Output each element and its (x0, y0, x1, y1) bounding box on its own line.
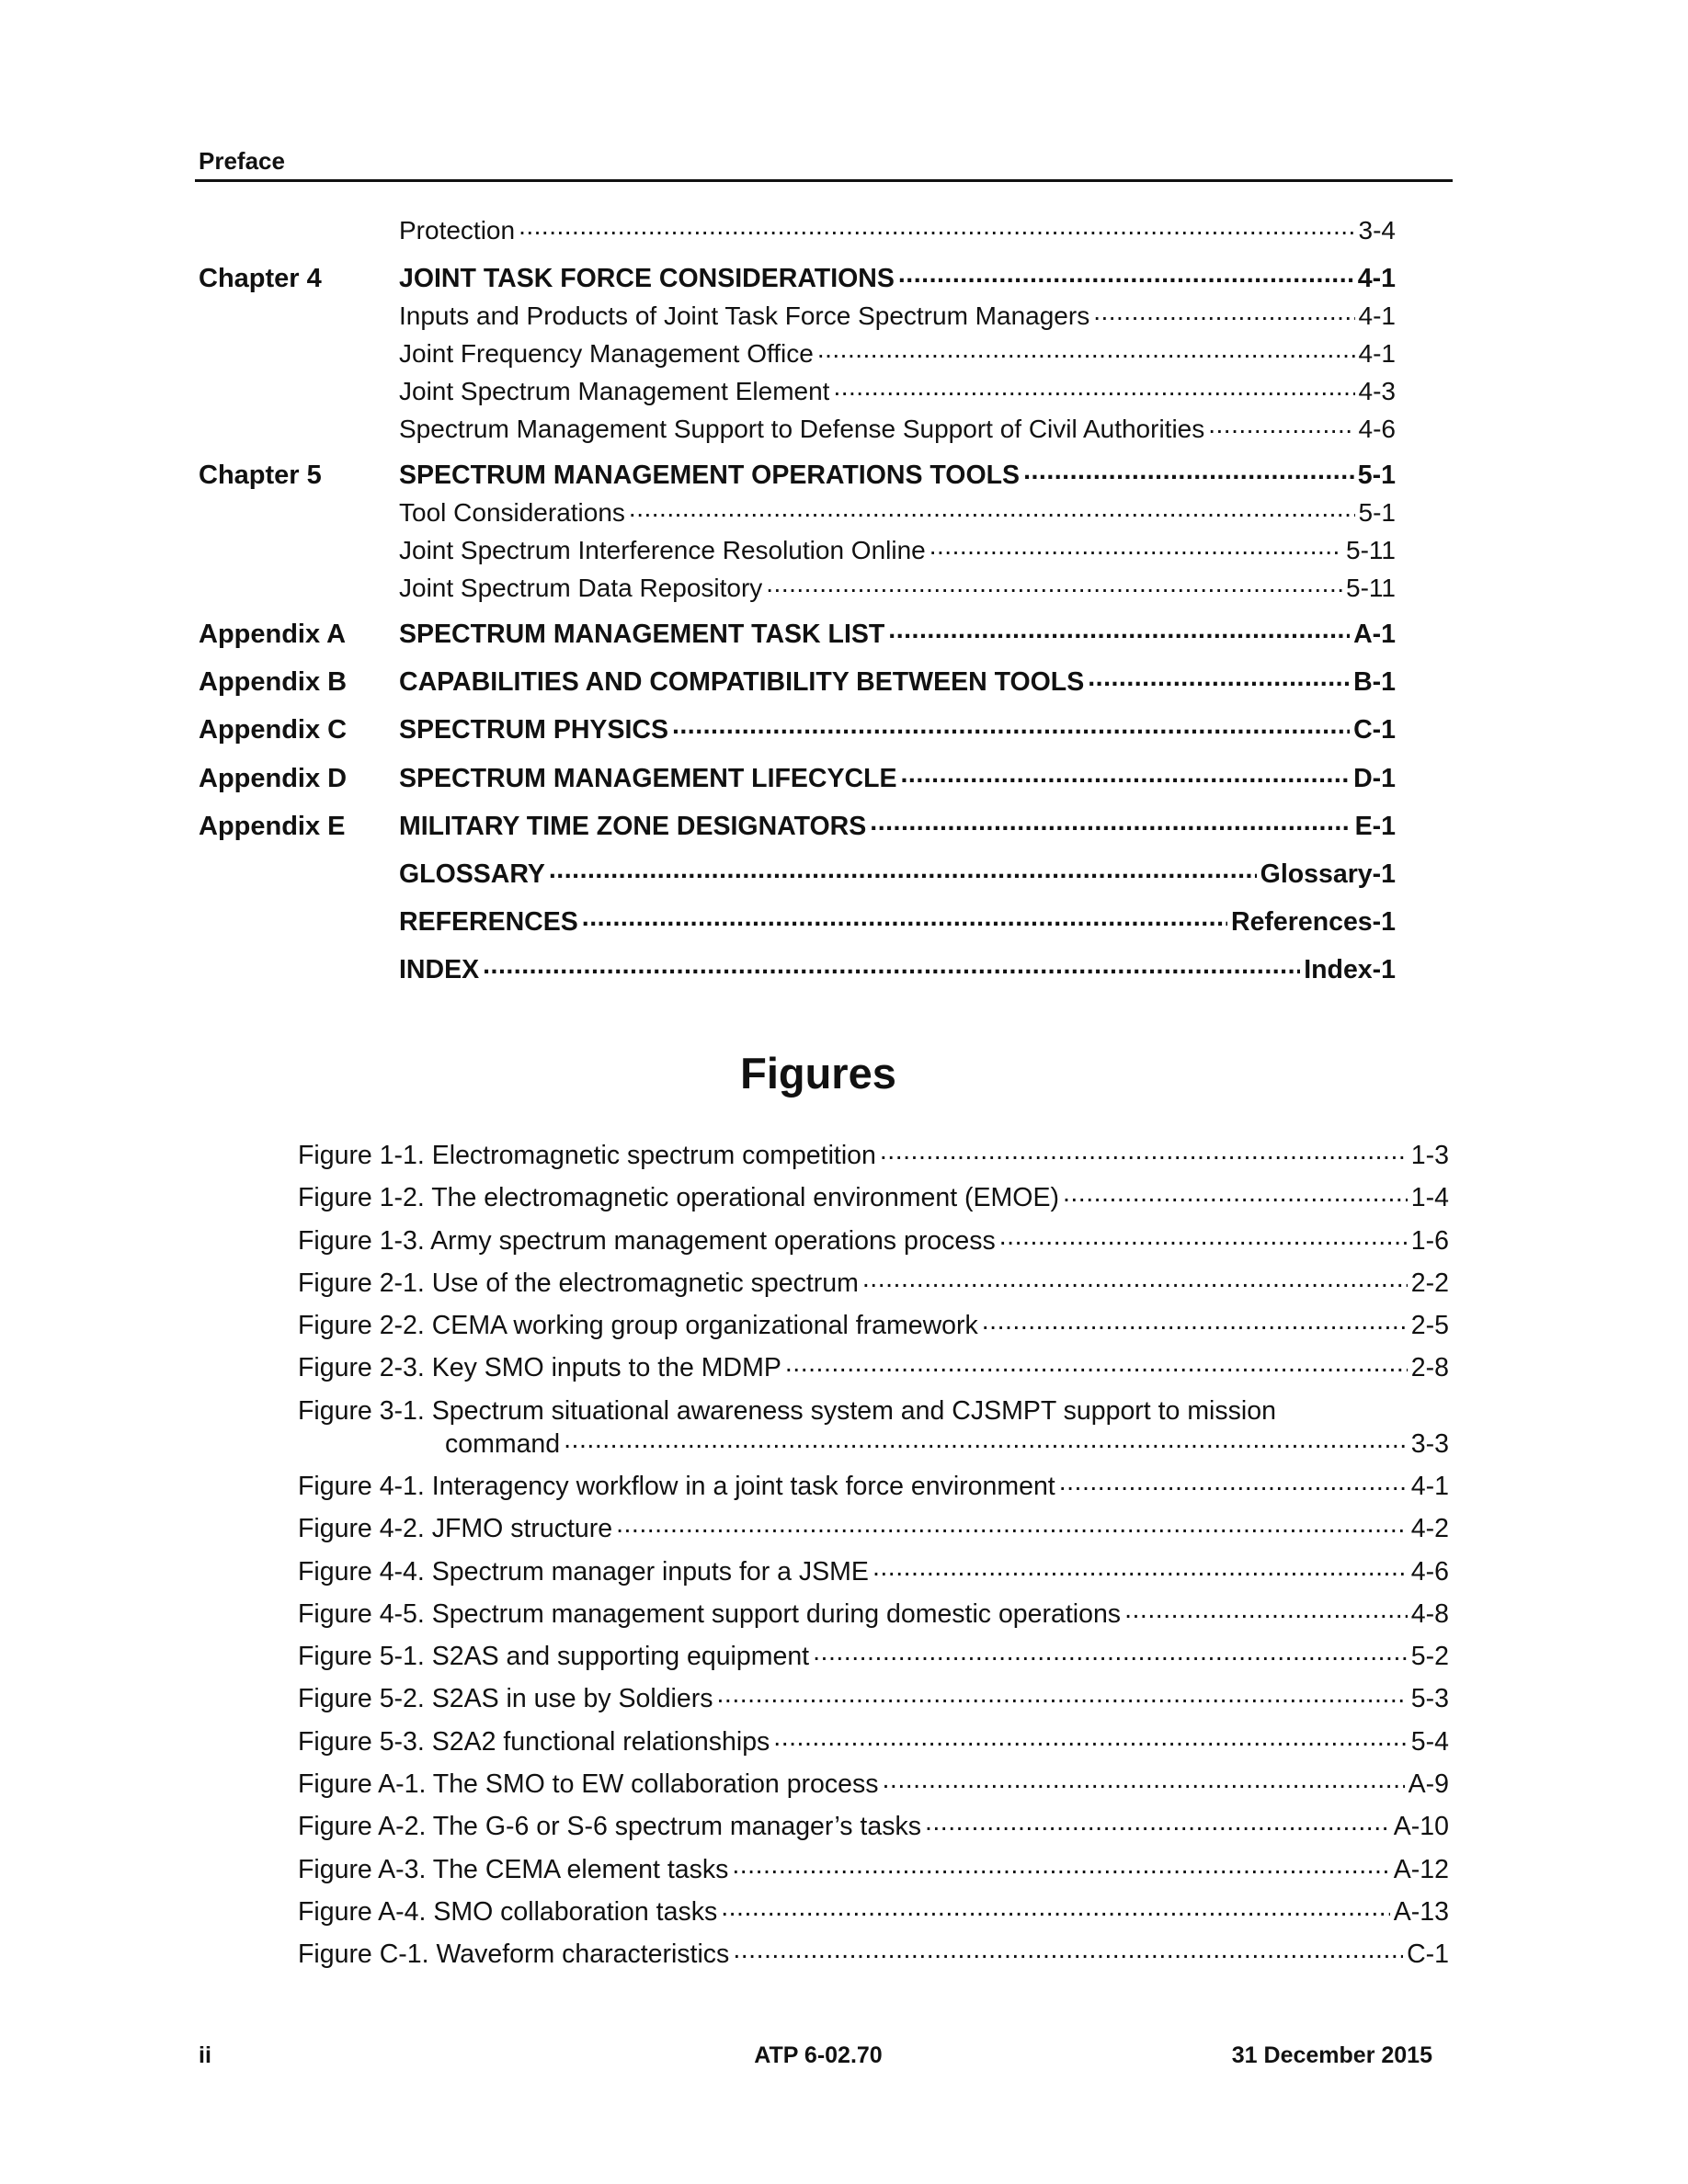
figure-entry-title: Figure A-2. The G-6 or S-6 spectrum manager’s tasks (298, 1812, 921, 1841)
toc-entry-references[interactable] (199, 904, 1396, 940)
toc-entry-jsme[interactable] (199, 373, 1396, 410)
toc-entry-page: 5-1 (1357, 461, 1396, 490)
figure-entry[interactable] (298, 1510, 1449, 1547)
toc-chapter-label: Chapter 5 (199, 461, 322, 490)
figure-entry[interactable] (298, 1638, 1449, 1675)
figure-entry-title: Figure 5-2. S2AS in use by Soldiers (298, 1684, 713, 1713)
figure-entry-title: Figure 2-3. Key SMO inputs to the MDMP (298, 1353, 781, 1382)
toc-entry-page: C-1 (1353, 715, 1396, 745)
figure-entry-title: Figure A-3. The CEMA element tasks (298, 1855, 729, 1884)
toc-entry-title: Protection (399, 216, 516, 245)
toc-entry-jfmo[interactable] (199, 336, 1396, 372)
figure-entry-page: 5-4 (1410, 1727, 1449, 1757)
figure-entry-page: 5-3 (1410, 1684, 1449, 1713)
figure-entry-title: Figure 4-2. JFMO structure (298, 1514, 613, 1543)
figure-entry-page: A-12 (1393, 1855, 1449, 1884)
figure-entry[interactable] (298, 1936, 1449, 1973)
figure-entry[interactable] (298, 1468, 1449, 1505)
figure-entry[interactable] (298, 1426, 1449, 1462)
toc-entry-title: Joint Spectrum Management Element (399, 377, 830, 405)
figure-entry[interactable] (298, 1851, 1449, 1888)
toc-entry-page: Glossary-1 (1260, 859, 1396, 889)
toc-entry-chapter-4[interactable] (199, 260, 1396, 297)
running-header: Preface (199, 147, 285, 175)
figure-entry-page: 3-3 (1410, 1429, 1449, 1459)
toc-entry-glossary[interactable] (199, 856, 1396, 893)
toc-entry-title: SPECTRUM MANAGEMENT LIFECYCLE (399, 764, 897, 793)
toc-chapter-label: Appendix B (199, 667, 348, 697)
figure-entry-page: 4-2 (1410, 1514, 1449, 1543)
toc-entry-page: 4-1 (1358, 301, 1396, 330)
figure-entry-title: Figure 4-5. Spectrum management support during domestic operations (298, 1599, 1122, 1629)
figure-entry[interactable] (298, 1137, 1449, 1174)
toc-entry-title: Tool Considerations (399, 498, 625, 527)
figure-entry-page: 1-6 (1410, 1226, 1449, 1256)
figure-entry-page: 1-4 (1410, 1183, 1449, 1212)
toc-entry-page: D-1 (1353, 764, 1396, 793)
toc-entry-title: REFERENCES (399, 907, 578, 937)
toc-entry-title: SPECTRUM MANAGEMENT OPERATIONS TOOLS (399, 461, 1021, 490)
toc-chapter-label: Chapter 4 (199, 264, 322, 293)
toc-entry-page: 5-1 (1358, 498, 1396, 527)
figure-entry-page: 2-8 (1410, 1353, 1449, 1382)
figure-entry[interactable] (298, 1723, 1449, 1760)
toc-entry-title: MILITARY TIME ZONE DESIGNATORS (399, 812, 867, 841)
figure-entry-page: C-1 (1407, 1939, 1449, 1969)
footer-date: 31 December 2015 (1231, 2042, 1432, 2068)
toc-entry-jsiro[interactable] (199, 532, 1396, 569)
figure-entry-title: Figure 1-3. Army spectrum management operations process (298, 1226, 996, 1256)
toc-entry-title: Joint Spectrum Data Repository (399, 574, 763, 602)
figure-entry-title: Figure A-4. SMO collaboration tasks (298, 1897, 718, 1927)
toc-entry-title: Joint Frequency Management Office (399, 339, 814, 368)
toc-entry-title: INDEX (399, 955, 480, 984)
figure-entry-page: A-9 (1408, 1769, 1449, 1799)
toc-entry-page: 4-1 (1358, 339, 1396, 368)
figure-entry-title: Figure 1-2. The electromagnetic operational environment (EMOE) (298, 1183, 1059, 1212)
toc-entry-appendix-a[interactable] (199, 616, 1396, 653)
toc-entry-chapter-5[interactable] (199, 457, 1396, 494)
toc-entry-page: 4-6 (1358, 415, 1396, 443)
figure-entry-page: 4-6 (1410, 1557, 1449, 1587)
toc-entry-title: SPECTRUM MANAGEMENT TASK LIST (399, 620, 885, 649)
toc-chapter-label: Appendix E (199, 812, 346, 841)
toc-entry-dsca[interactable] (199, 411, 1396, 448)
figure-entry[interactable] (298, 1179, 1449, 1216)
figure-entry[interactable] (298, 1349, 1449, 1386)
toc-chapter-label: Appendix C (199, 715, 348, 745)
toc-entry-title: GLOSSARY (399, 859, 545, 889)
figure-entry[interactable] (298, 1223, 1449, 1259)
toc-entry-title: Joint Spectrum Interference Resolution Online (399, 536, 926, 564)
toc-entry-page: 5-11 (1346, 536, 1396, 564)
figure-entry-page: 5-2 (1410, 1642, 1449, 1671)
toc-entry-protection[interactable] (199, 212, 1396, 249)
figure-entry-title: Figure 2-1. Use of the electromagnetic spectrum (298, 1268, 859, 1298)
figure-entry-page: A-13 (1393, 1897, 1449, 1927)
figure-entry-page: 2-5 (1410, 1311, 1449, 1340)
figure-entry-page: A-10 (1393, 1812, 1449, 1841)
figure-entry-title: Figure A-1. The SMO to EW collaboration process (298, 1769, 879, 1799)
figure-entry-page: 2-2 (1410, 1268, 1449, 1298)
figure-entry-title[interactable]: Figure 3-1. Spectrum situational awareness system and CJSMPT support to mission (298, 1396, 1276, 1426)
toc-entry-title: CAPABILITIES AND COMPATIBILITY BETWEEN TOOLS (399, 667, 1085, 697)
toc-entry-page: B-1 (1353, 667, 1396, 697)
toc-entry-title: Inputs and Products of Joint Task Force Spectrum Managers (399, 301, 1090, 330)
header-rule (195, 179, 1453, 182)
figure-entry[interactable] (298, 1680, 1449, 1717)
figures-heading: Figures (740, 1049, 896, 1098)
figure-entry-page: 4-8 (1410, 1599, 1449, 1629)
figure-entry-title: Figure 5-1. S2AS and supporting equipment (298, 1642, 810, 1671)
footer-publication: ATP 6-02.70 (754, 2042, 883, 2068)
toc-entry-appendix-b[interactable] (199, 664, 1396, 700)
figure-entry[interactable] (298, 1894, 1449, 1930)
figure-entry-title: Figure 2-2. CEMA working group organizational framework (298, 1311, 978, 1340)
toc-entry-page: 4-3 (1358, 377, 1396, 405)
toc-entry-page: 3-4 (1358, 216, 1396, 245)
footer-page-number: ii (199, 2042, 211, 2068)
figure-entry-title: Figure C-1. Waveform characteristics (298, 1939, 730, 1969)
toc-entry-page: E-1 (1354, 812, 1396, 841)
toc-entry-appendix-d[interactable] (199, 760, 1396, 797)
toc-entry-inputs-products[interactable] (199, 298, 1396, 335)
toc-entry-page: Index-1 (1304, 955, 1396, 984)
toc-entry-jsdr[interactable] (199, 570, 1396, 607)
figure-entry[interactable] (298, 1808, 1449, 1845)
toc-entry-title: SPECTRUM PHYSICS (399, 715, 668, 745)
toc-entry-page: 4-1 (1357, 264, 1396, 293)
figure-entry-title: Figure 4-4. Spectrum manager inputs for a JSME (298, 1557, 869, 1587)
toc-entry-appendix-c[interactable] (199, 711, 1396, 748)
toc-entry-page: A-1 (1353, 620, 1396, 649)
figure-entry-continuation: command (445, 1429, 561, 1459)
figure-entry-page: 1-3 (1410, 1141, 1449, 1170)
figure-entry-title: Figure 5-3. S2A2 functional relationships (298, 1727, 770, 1757)
figure-entry[interactable] (298, 1553, 1449, 1590)
toc-entry-tool-considerations[interactable] (199, 495, 1396, 531)
figure-entry[interactable] (298, 1265, 1449, 1302)
toc-entry-title: Spectrum Management Support to Defense Support of Civil Authorities (399, 415, 1205, 443)
toc-chapter-label: Appendix D (199, 764, 348, 793)
figure-entry-title: Figure 4-1. Interagency workflow in a joint task force environment (298, 1472, 1055, 1501)
figure-entry[interactable] (298, 1596, 1449, 1632)
toc-entry-index[interactable] (199, 951, 1396, 988)
figure-entry-page: 4-1 (1410, 1472, 1449, 1501)
figure-entry[interactable] (298, 1766, 1449, 1803)
figure-entry[interactable] (298, 1307, 1449, 1344)
figure-entry-title: Figure 1-1. Electromagnetic spectrum competition (298, 1141, 876, 1170)
toc-entry-page: References-1 (1230, 907, 1396, 937)
toc-entry-page: 5-11 (1346, 574, 1396, 602)
toc-entry-title: JOINT TASK FORCE CONSIDERATIONS (399, 264, 895, 293)
toc-chapter-label: Appendix A (199, 620, 347, 649)
toc-entry-appendix-e[interactable] (199, 808, 1396, 845)
